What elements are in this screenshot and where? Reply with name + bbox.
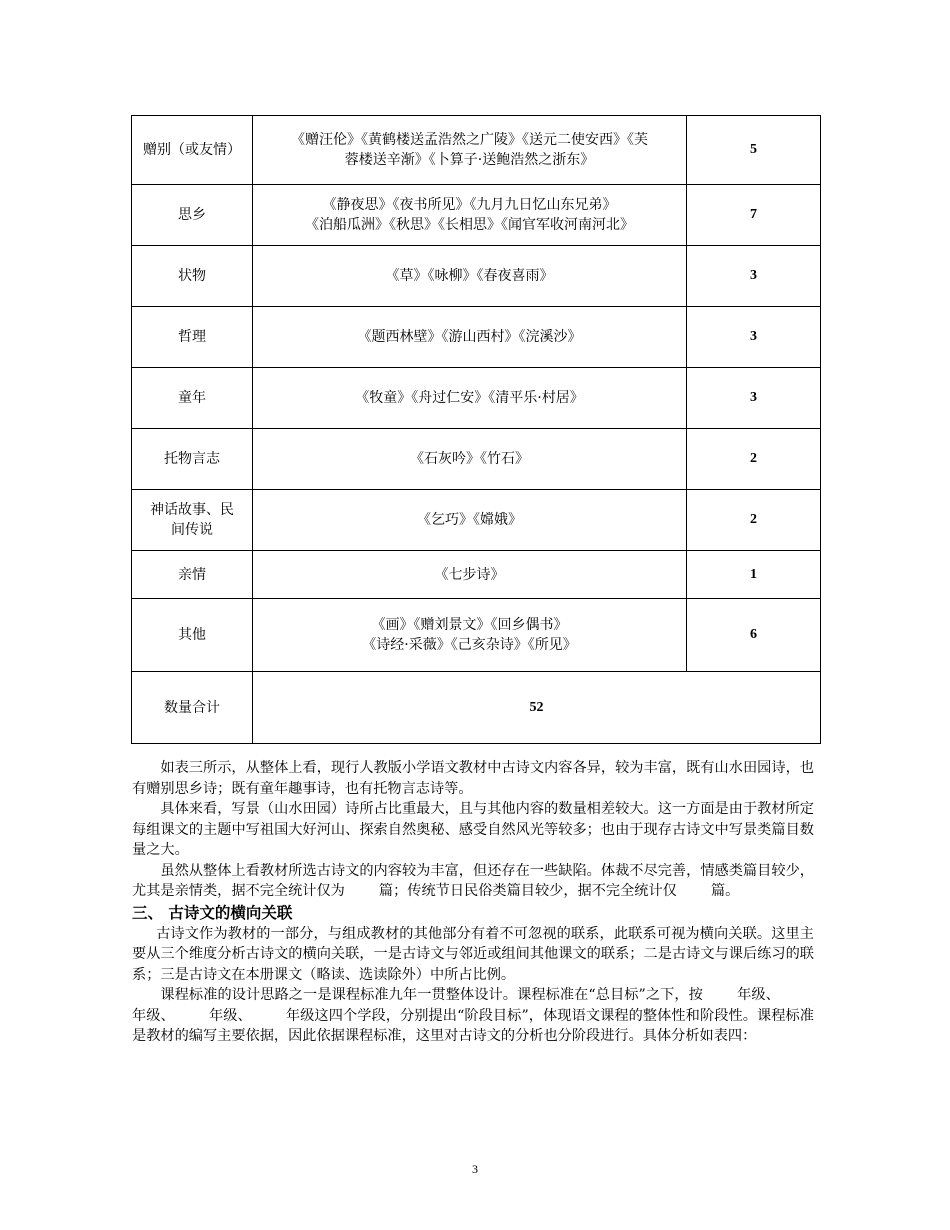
- paragraph-text: 篇；传统节日民俗类篇目较少，据不完全统计仅: [378, 883, 677, 899]
- paragraph-text: 课程标准的设计思路之一是课程标准九年一贯整体设计。课程标准在“总目标”之下，按: [160, 987, 703, 1003]
- table-row: [132, 116, 821, 185]
- category-cell: 赠别（或友情）: [132, 116, 253, 185]
- table-row: [132, 307, 821, 368]
- category-cell: 状物: [132, 246, 253, 307]
- paragraph: 古诗文作为教材的一部分，与组成教材的其他部分有着不可忽视的联系，此联系可视为横向关联。这里主要从三个维度分析古诗文的横向关联，一是古诗文与邻近或组间其他课文的联系；二是古诗文与课后练习的联系；三是古诗文在本册课文（略读、选读除外）中所占比例。: [132, 925, 814, 983]
- poem-category-table: [131, 115, 821, 744]
- works-line: 《牧童》《舟过仁安》《清平乐·村居》: [355, 390, 584, 406]
- works-line: 《诗经·采薇》《己亥杂诗》《所见》: [362, 637, 577, 653]
- paragraph: 具体来看，写景（山水田园）诗所占比重最大，且与其他内容的数量相差较大。这一方面是由于教材所定每组课文的主题中写祖国大好河山、探索自然奥秘、感受自然风光等较多；也由于现存古诗文中写景类篇目数量之大。: [132, 801, 814, 858]
- works-cell: [253, 185, 687, 246]
- table-row: [132, 429, 821, 490]
- category-cell: 托物言志: [132, 429, 253, 490]
- table-row: [132, 551, 821, 599]
- paragraph: [132, 861, 814, 902]
- works-cell: [253, 551, 687, 599]
- works-line: 《题西林壁》《游山西村》《浣溪沙》: [357, 329, 582, 345]
- paragraph-text: 年级这四个学段，分别提出“阶段目标”，体现语文课程的整体性和阶段性。课程标准是教材的编写主要依据，因此依据课程标准，这里对古诗文的分析也分阶段进行。具体分析如表四：: [132, 1007, 814, 1044]
- table-row: [132, 246, 821, 307]
- category-cell: [132, 490, 253, 551]
- works-cell: [253, 246, 687, 307]
- category-line: 神话故事、民: [150, 502, 234, 518]
- paragraph-text: 篇。: [710, 883, 740, 899]
- paragraph-text: 虽然从整体上看教材所选古诗文的内容较为丰富，但还存在一些缺陷。体裁不尽完善，情感类篇目较少，尤其是亲情类，据不完全统计仅为: [132, 862, 814, 899]
- table-total-row: [132, 672, 821, 744]
- works-cell: [253, 307, 687, 368]
- body-text: [132, 758, 814, 1047]
- count-cell: 2: [687, 429, 821, 490]
- table-row: [132, 490, 821, 551]
- works-cell: [253, 429, 687, 490]
- table-row: [132, 599, 821, 672]
- category-cell: 童年: [132, 368, 253, 429]
- grade-label: 年级、: [132, 1007, 175, 1024]
- works-line: 《静夜思》《夜书所见》《九月九日忆山东兄弟》: [322, 197, 617, 213]
- works-line: 《泊船瓜洲》《秋思》《长相思》《闻官军收河南河北》: [305, 217, 634, 233]
- works-cell: [253, 368, 687, 429]
- works-line: 蓉楼送辛渐》《卜算子·送鲍浩然之浙东》: [344, 152, 595, 168]
- section-heading: 三、 古诗文的横向关联: [132, 902, 293, 922]
- category-cell: 思乡: [132, 185, 253, 246]
- count-cell: 3: [687, 368, 821, 429]
- works-line: 《乞巧》《嫦娥》: [417, 512, 522, 528]
- table-row: [132, 368, 821, 429]
- works-cell: [253, 116, 687, 185]
- count-cell: 3: [687, 307, 821, 368]
- category-cell: 亲情: [132, 551, 253, 599]
- paragraph: [132, 985, 814, 1047]
- category-cell: 哲理: [132, 307, 253, 368]
- page-number: 3: [472, 1162, 478, 1176]
- grade-label: 年级、: [208, 1007, 252, 1024]
- works-cell: [253, 490, 687, 551]
- works-line: 《石灰吟》《竹石》: [410, 451, 529, 467]
- count-cell: 7: [687, 185, 821, 246]
- works-line: 《画》《赠刘景文》《回乡偶书》: [371, 617, 568, 633]
- total-label-cell: 数量合计: [132, 672, 253, 744]
- works-line: 《赠汪伦》《黄鹤楼送孟浩然之广陵》《送元二使安西》《芙: [291, 132, 648, 148]
- total-value-cell: 52: [253, 672, 821, 744]
- table-row: [132, 185, 821, 246]
- works-line: 《草》《咏柳》《春夜喜雨》: [385, 268, 554, 284]
- count-cell: 2: [687, 490, 821, 551]
- paragraph: 如表三所示，从整体上看，现行人教版小学语文教材中古诗文内容各异，较为丰富，既有山水田园诗，也有赠别思乡诗；既有童年趣事诗，也有托物言志诗等。: [132, 760, 814, 797]
- count-cell: 6: [687, 599, 821, 672]
- category-line: 间传说: [171, 522, 213, 538]
- category-cell: 其他: [132, 599, 253, 672]
- grade-label: 年级、: [737, 987, 780, 1003]
- count-cell: 1: [687, 551, 821, 599]
- count-cell: 3: [687, 246, 821, 307]
- works-line: 《七步诗》: [434, 566, 505, 583]
- count-cell: 5: [687, 116, 821, 185]
- works-cell: [253, 599, 687, 672]
